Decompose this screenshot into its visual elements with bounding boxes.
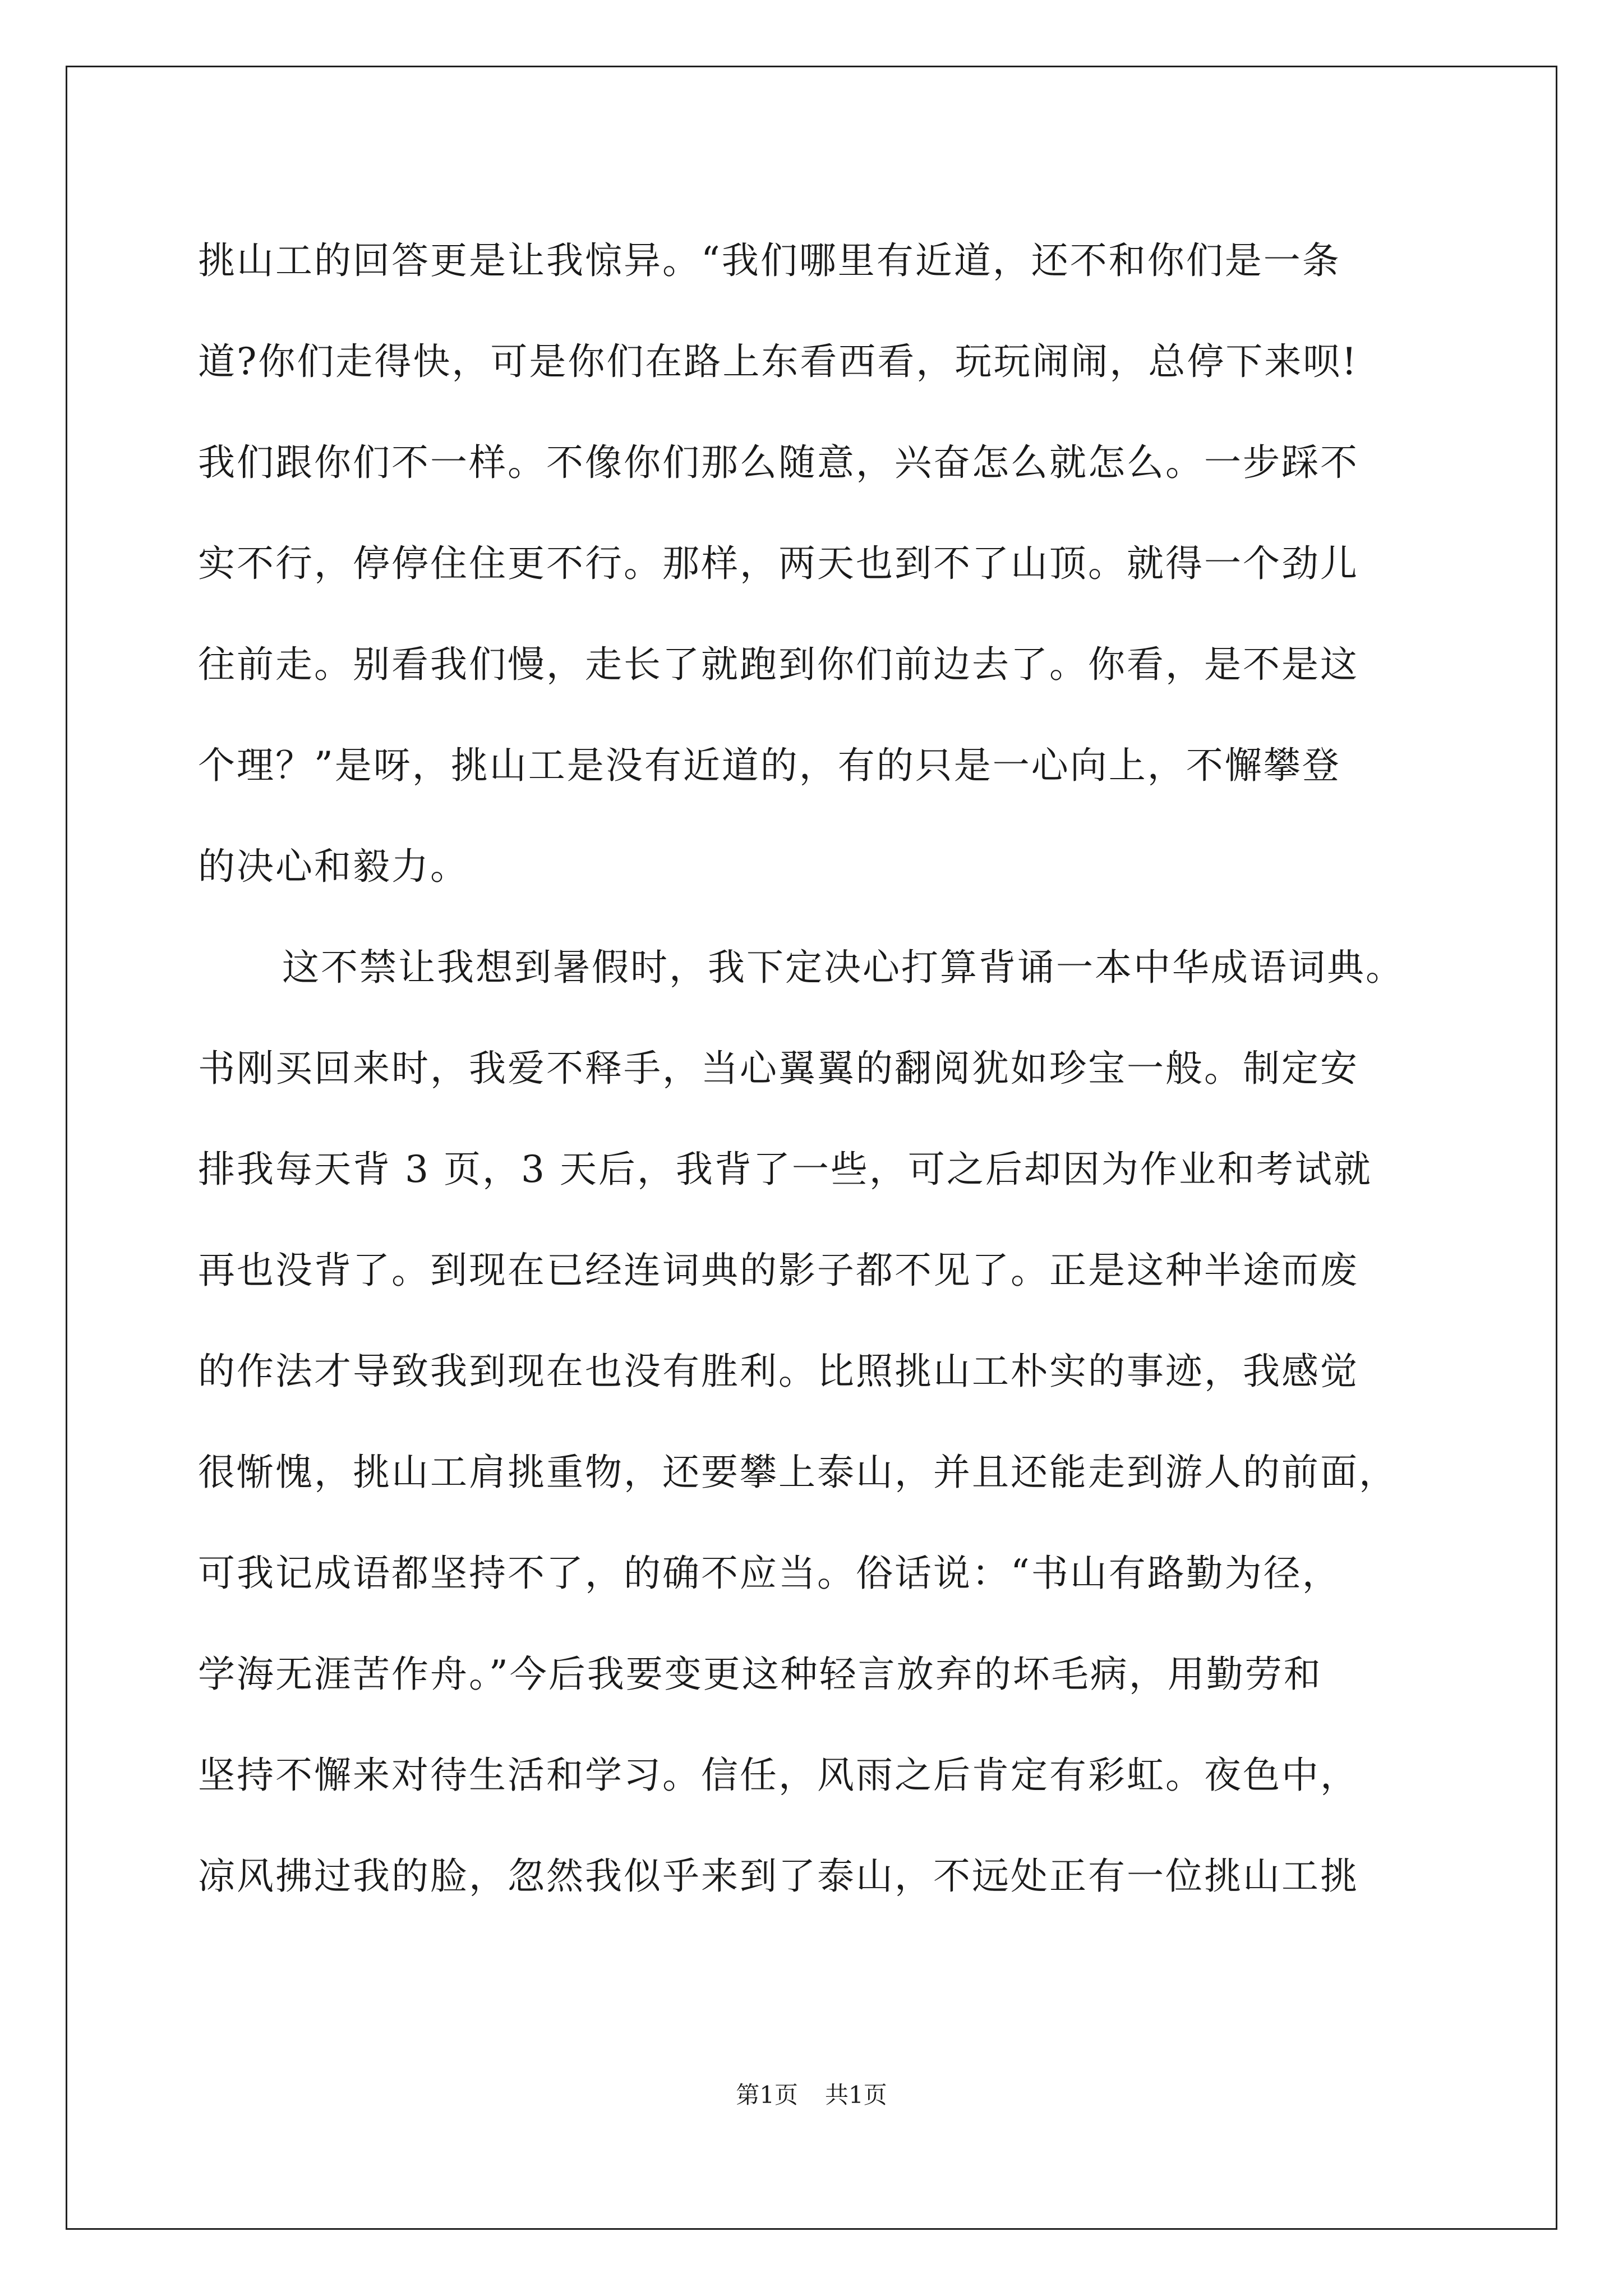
page-number-current: 第1页 [736,2081,798,2109]
text-line-11: 再也没背了。到现在已经连词典的影子都不见了。正是这种半途而废 [198,1249,1359,1292]
text-line-2: 道?你们走得快，可是你们在路上东看西看，玩玩闹闹，总停下来呗! [198,340,1358,383]
text-line-16: 坚持不懈来对待生活和学习。信任，风雨之后肯定有彩虹。夜色中， [198,1754,1359,1797]
text-line-8-paragraph-start: 这不禁让我想到暑假时，我下定决心打算背诵一本中华成语词典。 [282,946,1404,989]
page-number-total: 共1页 [825,2081,887,2109]
text-line-4: 实不行，停停住住更不行。那样，两天也到不了山顶。就得一个劲儿 [198,542,1359,585]
text-line-13: 很惭愧，挑山工肩挑重物，还要攀上泰山，并且还能走到游人的前面， [198,1451,1398,1494]
text-line-7: 的决心和毅力。 [198,845,469,888]
text-line-15: 学海无涯苦作舟。”今后我要变更这种轻言放弃的坏毛病，用勤劳和 [198,1653,1322,1696]
text-line-1: 挑山工的回答更是让我惊异。“我们哪里有近道，还不和你们是一条 [198,239,1341,282]
text-line-10: 排我每天背 3 页，3 天后，我背了一些，可之后却因为作业和考试就 [198,1148,1372,1191]
text-line-6: 个理？”是呀，挑山工是没有近道的，有的只是一心向上，不懈攀登 [198,744,1341,787]
page-footer [0,2078,1623,2112]
text-line-17: 凉风拂过我的脸，忽然我似乎来到了泰山，不远处正有一位挑山工挑 [198,1855,1359,1898]
text-line-5: 往前走。别看我们慢，走长了就跑到你们前边去了。你看，是不是这 [198,643,1359,686]
text-line-14: 可我记成语都坚持不了，的确不应当。俗话说：“书山有路勤为径， [198,1552,1341,1595]
document-body [198,210,1449,1927]
text-line-12: 的作法才导致我到现在也没有胜利。比照挑山工朴实的事迹，我感觉 [198,1350,1359,1393]
text-line-9: 书刚买回来时，我爱不释手，当心翼翼的翻阅犹如珍宝一般。制定安 [198,1047,1359,1090]
text-line-3: 我们跟你们不一样。不像你们那么随意，兴奋怎么就怎么。一步踩不 [198,441,1359,484]
